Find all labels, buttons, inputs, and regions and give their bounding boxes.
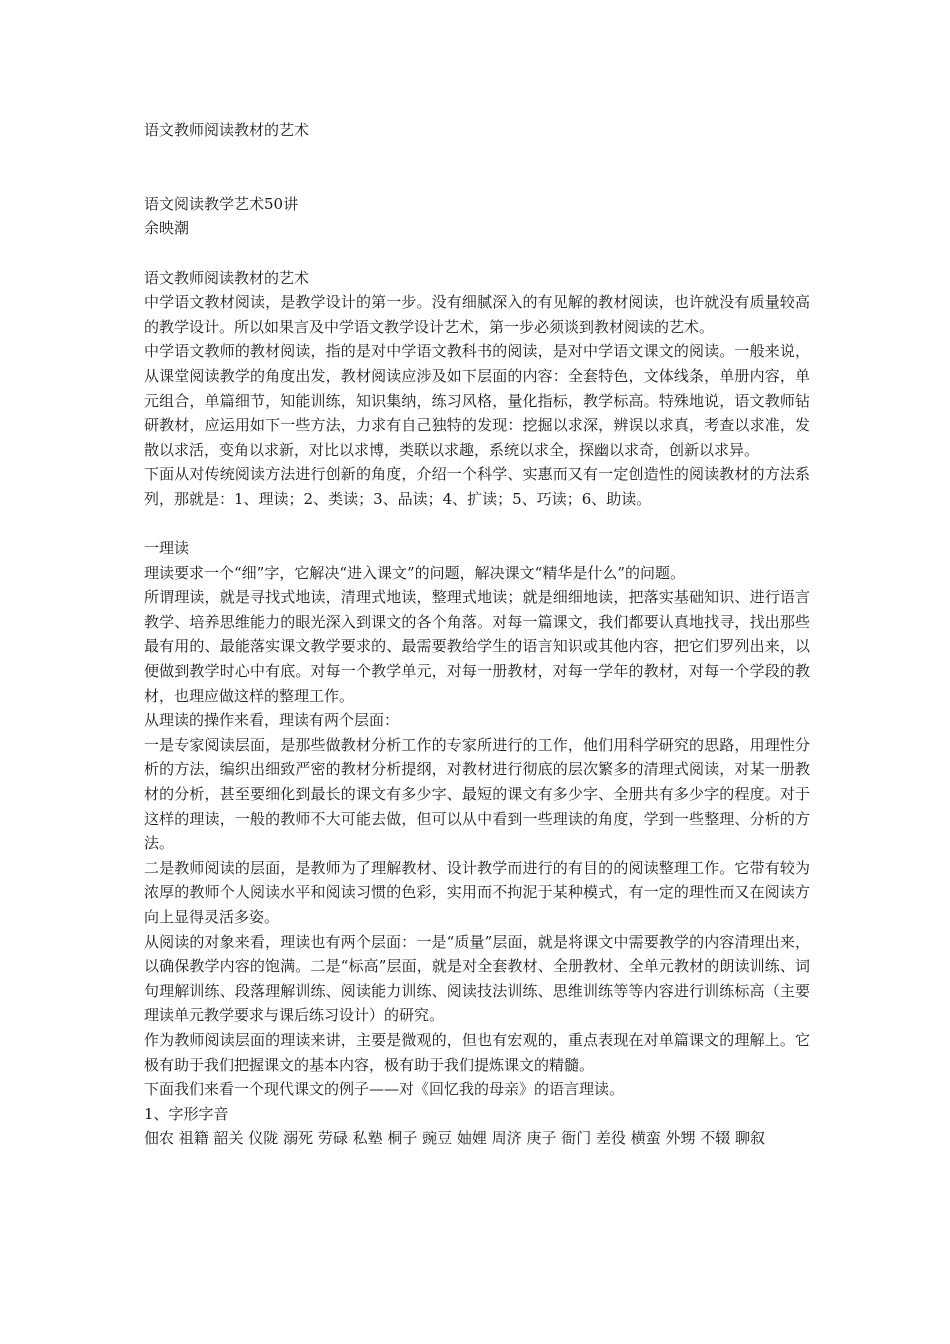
paragraph-intro-2: 中学语文教师的教材阅读，指的是对中学语文教科书的阅读，是对中学语文课文的阅读。一般来说，从课堂阅读教学的角度出发，教材阅读应涉及如下层面的内容：全套特色，文体线条，单册内容，单元组合，单篇细节，知能训练，知识集纳，练习风格，量化指标，教学标高。特殊地说，语文教师钻研教材，应运用如下一些方法，力求有自己独特的发现：挖掘以求深，辨误以求真，考查以求准，发散以求活，变角以求新，对比以求博，类联以求趣，系统以求全，探幽以求奇，创新以求异。 xyxy=(144,342,810,459)
part1-paragraph-5: 二是教师阅读的层面，是教师为了理解教材、设计教学而进行的有目的的阅读整理工作。它带有较为浓厚的教师个人阅读水平和阅读习惯的色彩，实用而不拘泥于某种模式，有一定的理性而又在阅读方向上显得灵活多姿。 xyxy=(144,858,810,926)
section-title: 语文教师阅读教材的艺术 xyxy=(144,268,310,287)
part1-paragraph-6: 从阅读的对象来看，理读也有两个层面：一是“质量”层面，就是将课文中需要教学的内容清理出来，以确保教学内容的饱满。二是“标高”层面，就是对全套教材、全册教材、全单元教材的朗读训练、词句理解训练、段落理解训练、阅读能力训练、阅读技法训练、思维训练等等内容进行训练标高（主要理读单元教学要求与课后练习设计）的研究。 xyxy=(144,932,810,1025)
blank-line xyxy=(144,241,810,266)
vocabulary-list: 佃农 祖籍 韶关 仪陇 溺死 劳碌 私塾 桐子 豌豆 妯娌 周济 庚子 衙门 差役 横蛮 外甥 不辍 聊叙 xyxy=(144,1129,766,1148)
part1-subheading: 1、字形字音 xyxy=(144,1104,229,1123)
paragraph-intro-3: 下面从对传统阅读方法进行创新的角度，介绍一个科学、实惠而又有一定创造性的阅读教材的方法系列，那就是：1、理读；2、类读；3、品读；4、扩读；5、巧读；6、助读。 xyxy=(144,465,810,508)
part1-paragraph-4: 一是专家阅读层面，是那些做教材分析工作的专家所进行的工作，他们用科学研究的思路，用理性分析的方法，编织出细致严密的教材分析提纲，对教材进行彻底的层次繁多的清理式阅读，对某一册教材的分析，甚至要细化到最长的课文有多少字、最短的课文有多少字、全册共有多少字的程度。对于这样的理读，一般的教师不大可能去做，但可以从中看到一些理读的角度，学到一些整理、分析的方法。 xyxy=(144,735,810,853)
blank-line xyxy=(144,512,810,537)
blank-line xyxy=(144,143,810,168)
document-title: 语文教师阅读教材的艺术 xyxy=(144,121,310,139)
part1-paragraph-3: 从理读的操作来看，理读有两个层面： xyxy=(144,711,400,730)
book-title: 语文阅读教学艺术50讲 xyxy=(144,194,299,213)
paragraph-intro-1: 中学语文教材阅读，是教学设计的第一步。没有细腻深入的有见解的教材阅读，也许就没有质量较高的教学设计。所以如果言及中学语文教学设计艺术，第一步必须谈到教材阅读的艺术。 xyxy=(144,293,810,336)
author-name: 余映潮 xyxy=(144,219,190,238)
part1-paragraph-1: 理读要求一个“细”字，它解决“进入课文”的问题，解决课文“精华是什么”的问题。 xyxy=(144,563,686,582)
part1-paragraph-2: 所谓理读，就是寻找式地读，清理式地读，整理式地读；就是细细地读，把落实基础知识、进行语言教学、培养思维能力的眼光深入到课文的各个角落。对每一篇课文，我们都要认真地找寻，找出那些最有用的、最能落实课文教学要求的、最需要教给学生的语言知识或其他内容，把它们罗列出来，以便做到教学时心中有底。对每一个教学单元，对每一册教材，对每一学年的教材，对每一个学段的教材，也理应做这样的整理工作。 xyxy=(144,588,810,705)
blank-line xyxy=(144,167,810,192)
part1-title: 一理读 xyxy=(144,539,190,558)
document-page xyxy=(144,118,810,1151)
part1-paragraph-7: 作为教师阅读层面的理读来讲，主要是微观的，但也有宏观的，重点表现在对单篇课文的理解上。它极有助于我们把握课文的基本内容，极有助于我们提炼课文的精髓。 xyxy=(144,1030,810,1074)
part1-paragraph-8: 下面我们来看一个现代课文的例子——对《回忆我的母亲》的语言理读。 xyxy=(144,1080,625,1099)
